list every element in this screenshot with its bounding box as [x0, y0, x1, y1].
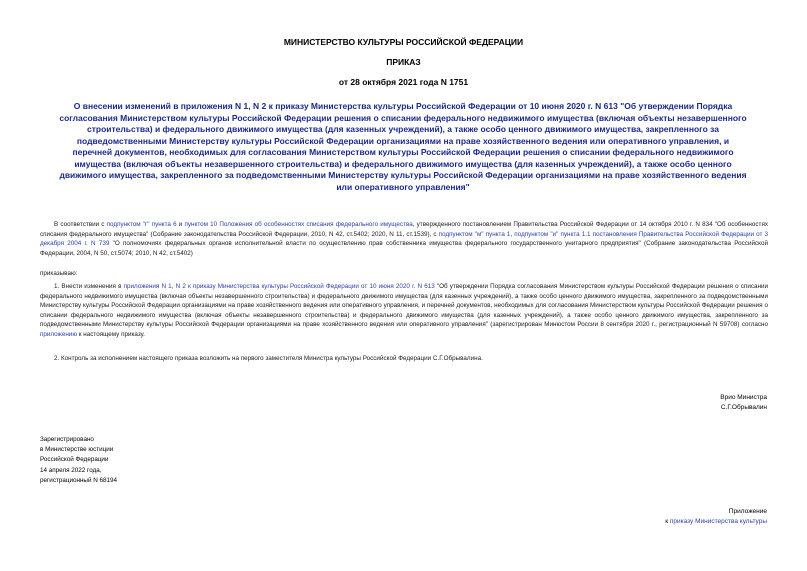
preamble-text-5: "О полномочиях федеральных органов исполнительной власти по осуществлению прав собственника имущества федерального государственного унитарного предприятия" (Собрание законодательства Российской Федерации, 2004, N 50, ст.5074; 2010, N 42, ст.5402)	[40, 240, 768, 257]
preamble-link-4[interactable]: подпунктом "и" пункта 1.1 постановления Правительства Российской Федерации от 3 декабря 2004 г. N 739	[40, 230, 769, 248]
order-word: приказываю:	[40, 270, 78, 277]
title-prefix: О внесении изменений в	[73, 101, 181, 111]
item1-link-3[interactable]: приложению	[40, 330, 78, 338]
item1-link-2[interactable]: N 2 к приказу Министерства культуры Российской Федерации от 10 июня 2020 г. N 613	[175, 283, 435, 290]
preamble-link-1[interactable]: подпунктом "г" пункта 6	[106, 221, 177, 228]
item1-text-4: к настоящему приказу.	[77, 330, 145, 338]
item1-link-1[interactable]: приложения N 1	[123, 283, 172, 290]
doc-title	[58, 101, 748, 193]
preamble-link-2[interactable]: пунктом 10 Положения об особенностях списания федерального имущества	[184, 221, 413, 228]
item-1-paragraph	[40, 282, 768, 340]
preamble-text-2: и	[176, 221, 185, 228]
registration-line-5: регистрационный N 68194	[40, 476, 118, 484]
preamble-paragraph	[40, 220, 768, 258]
preamble-text-4: ,	[510, 230, 515, 238]
signature-position: Врио Министра	[720, 394, 767, 401]
doc-date-number: от 28 октября 2021 года N 1751	[338, 77, 469, 87]
registration-block	[40, 435, 117, 486]
ministry-name: МИНИСТЕРСТВО КУЛЬТУРЫ РОССИЙСКОЙ ФЕДЕРАЦИИ	[283, 37, 524, 47]
registration-line-3: Российской Федерации	[40, 456, 109, 464]
preamble-text-1: В соответствии с	[54, 221, 107, 228]
signature-name: С.Г.Обрывалин	[720, 404, 767, 411]
item1-text-1: 1. Внести изменения в	[54, 283, 124, 290]
appendix-prefix: к	[665, 518, 670, 525]
registration-line-1: Зарегистрировано	[40, 436, 94, 443]
item1-text-2: ,	[171, 283, 176, 290]
preamble-link-3[interactable]: подпунктом "м" пункта 1	[438, 230, 511, 238]
appendix-block	[665, 507, 767, 527]
appendix-ref	[665, 517, 767, 527]
doc-type: ПРИКАЗ	[386, 57, 421, 67]
item1-text-3: "Об утверждении Порядка согласования Министерством культуры Российской Федерации решения о списании федерального недвижимого имущества (включая объекты незавершенного строительства) и федерального движимого имущества (для казенных учреждений), а также особо ценного движимого имущества, закрепленного за подведомственными Министерству культуры Российской Федерации организациями на праве хозяйственного ведения или оперативного управления, и перечней документов, необходимых для согласования Министерством культуры Российской Федерации решения о списании федерального недвижимого имущества (включая объекты незавершенного строительства) и федерального движимого имущества (для казенных учреждений), а также особо ценного движимого имущества, закрепленного за подведомственными Министерству культуры Российской Федерации организациями на праве хозяйственного ведения или оперативного управления" (зарегистрирован Минюстом России 8 сентября 2020 г., регистрационный N 59708) согласно	[40, 283, 768, 329]
registration-line-2: в Министерстве юстиции	[40, 446, 114, 454]
appendix-label: Приложение	[728, 508, 767, 515]
title-link[interactable]: приложения N 1, N 2 к приказу Министерства культуры Российской Федерации от 10 июня 2020 г. N 613 "Об утверждении Порядка согласования Министерством культуры Российской Федерации решения о списании федерального недвижимого имущества (включая объекты незавершенного строительства) и федерального движимого имущества (для казенных учреждений), а также особо ценного движимого имущества, закрепленного за подведомственными Министерству культуры Российской Федерации организациями на праве хозяйственного ведения или оперативного управления, и перечней документов, необходимых для согласования Министерством культуры Российской Федерации решения о списании федерального недвижимого имущества (включая объекты незавершенного строительства) и федерального движимого имущества (для казенных учреждений), а также особо ценного движимого имущества, закрепленного за подведомственными Министерству культуры Российской Федерации организациями на праве хозяйственного ведения или оперативного управления"	[59, 101, 747, 192]
registration-line-4: 14 апреля 2022 года,	[40, 466, 102, 474]
preamble-text-3: , утвержденного постановлением Правительства Российской Федерации от 14 октября 2010 г. N 834 "Об особенностях списания федерального имущества" (Собрание законодательства Российской Федерации, 2010, N 42, ст.5402; 2020, N 11, ст.1539), с	[40, 221, 769, 238]
item2-text: 2. Контроль за исполнением настоящего приказа возложить на первого заместителя Министра культуры Российской Федерации С.Г.Обрывалина.	[54, 355, 483, 362]
item-2-paragraph	[40, 354, 768, 364]
signature-block	[720, 393, 767, 413]
appendix-link[interactable]: приказу Министерства культуры	[669, 518, 767, 525]
